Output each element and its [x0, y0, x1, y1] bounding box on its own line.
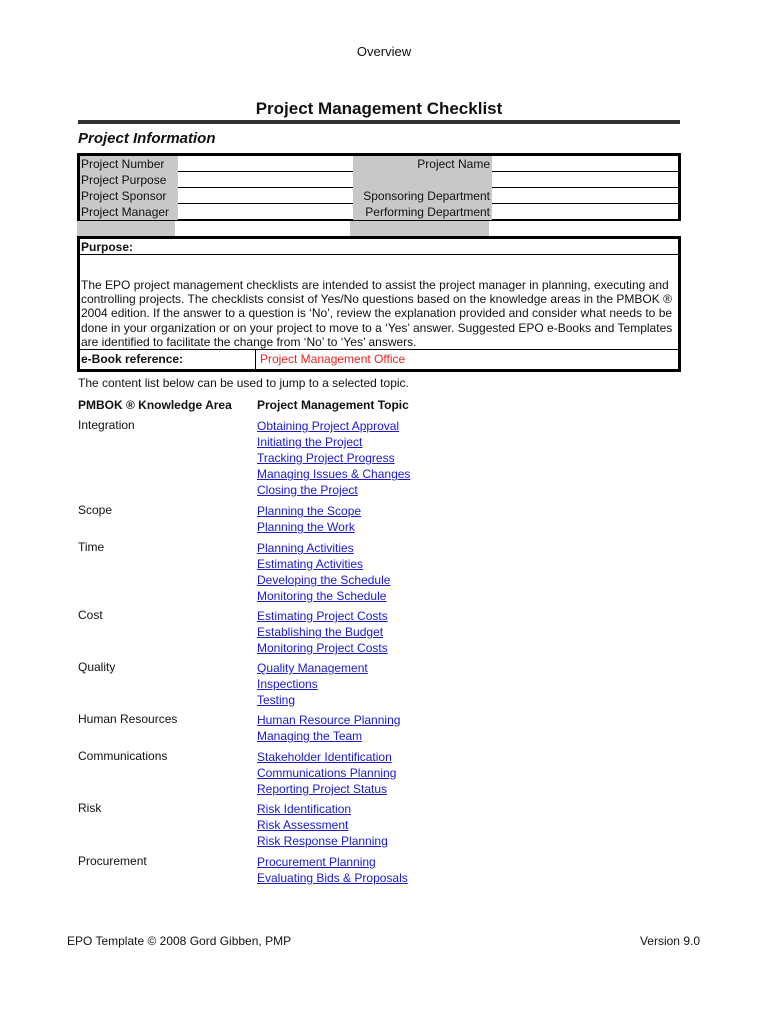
area-integration: Integration	[78, 418, 135, 432]
topic-list-cost	[257, 608, 388, 656]
topic-link[interactable]: Closing the Project	[257, 483, 358, 497]
project-manager-field[interactable]	[178, 204, 353, 220]
blank-label	[353, 172, 492, 188]
info-row	[80, 156, 678, 172]
project-name-field[interactable]	[492, 156, 678, 172]
topic-link[interactable]: Monitoring the Schedule	[257, 589, 387, 603]
page-header-label: Overview	[356, 44, 412, 59]
purpose-text: The EPO project management checklists are intended to assist the project manager in planning, executing and controlling projects. The checklists consist of Yes/No questions based on the knowledge areas in the PMBOK ® 2004 edition. If the answer to a question is ‘No’, review the explanation provided and consider what needs to be done in your organization or on your project to move to a ‘Yes’ answer. Suggested EPO e-Books and Templates are identified to facilitate the change from ‘No’ to ‘Yes’ answers.	[81, 278, 673, 349]
purpose-box	[77, 236, 681, 372]
area-time: Time	[78, 540, 105, 554]
topic-list-procurement	[257, 854, 408, 886]
footer-version: Version 9.0	[639, 934, 700, 948]
topic-link[interactable]: Establishing the Budget	[257, 625, 384, 639]
performing-department-field[interactable]	[492, 204, 678, 220]
ebook-column-rule	[255, 349, 256, 369]
project-number-field[interactable]	[178, 156, 353, 172]
knowledge-area-column-header: PMBOK ® Knowledge Area	[78, 398, 232, 412]
content-list-intro: The content list below can be used to jump to a selected topic.	[78, 376, 409, 390]
area-procurement: Procurement	[78, 854, 147, 868]
topic-link[interactable]: Developing the Schedule	[257, 573, 391, 587]
topic-link[interactable]: Risk Assessment	[257, 818, 349, 832]
project-manager-label: Project Manager	[80, 204, 178, 220]
topic-list-human-resources	[257, 712, 400, 744]
topic-link[interactable]: Communications Planning	[257, 766, 397, 780]
topic-link[interactable]: Estimating Project Costs	[257, 609, 388, 623]
topic-link[interactable]: Human Resource Planning	[257, 713, 401, 727]
area-risk: Risk	[78, 801, 102, 815]
area-scope: Scope	[78, 503, 113, 517]
footer-copyright: EPO Template © 2008 Gord Gibben, PMP	[67, 934, 292, 948]
sponsoring-department-field[interactable]	[492, 188, 678, 204]
info-row	[80, 172, 678, 188]
ebook-divider	[80, 349, 678, 350]
topic-link[interactable]: Tracking Project Progress	[257, 451, 395, 465]
grid-filler-left	[77, 221, 175, 236]
topic-list-integration	[257, 418, 410, 498]
area-communications: Communications	[78, 749, 168, 763]
topic-list-risk	[257, 801, 388, 849]
topic-link[interactable]: Inspections	[257, 677, 318, 691]
project-sponsor-field[interactable]	[178, 188, 353, 204]
project-purpose-label: Project Purpose	[80, 172, 178, 188]
topic-link[interactable]: Reporting Project Status	[257, 782, 388, 796]
topic-link[interactable]: Evaluating Bids & Proposals	[257, 871, 408, 885]
project-info-grid	[77, 153, 681, 221]
sponsoring-department-label: Sponsoring Department	[353, 188, 492, 204]
ebook-reference-label: e-Book reference:	[81, 352, 184, 366]
topic-link[interactable]: Managing the Team	[257, 729, 363, 743]
info-row	[80, 188, 678, 204]
area-quality: Quality	[78, 660, 116, 674]
purpose-divider	[80, 254, 678, 255]
topic-link[interactable]: Risk Identification	[257, 802, 352, 816]
ebook-reference-value: Project Management Office	[260, 352, 406, 366]
info-row	[80, 204, 678, 220]
project-purpose-field[interactable]	[178, 172, 353, 188]
topic-link[interactable]: Planning the Work	[257, 520, 355, 534]
topic-link[interactable]: Initiating the Project	[257, 435, 363, 449]
title-divider	[78, 120, 680, 124]
topic-link[interactable]: Estimating Activities	[257, 557, 364, 571]
topic-list-time	[257, 540, 390, 604]
blank-field[interactable]	[492, 172, 678, 188]
topic-link[interactable]: Testing	[257, 693, 296, 707]
topic-list-scope	[257, 503, 361, 535]
topic-list-communications	[257, 749, 396, 797]
project-name-label: Project Name	[353, 156, 492, 172]
topic-column-header: Project Management Topic	[257, 398, 409, 412]
topic-link[interactable]: Risk Response Planning	[257, 834, 388, 848]
grid-filler-right	[350, 221, 489, 236]
topic-link[interactable]: Managing Issues & Changes	[257, 467, 411, 481]
project-sponsor-label: Project Sponsor	[80, 188, 178, 204]
purpose-label: Purpose:	[81, 240, 134, 254]
area-cost: Cost	[78, 608, 103, 622]
topic-link[interactable]: Planning the Scope	[257, 504, 362, 518]
topic-link[interactable]: Quality Management	[257, 661, 368, 675]
area-human-resources: Human Resources	[78, 712, 178, 726]
topic-link[interactable]: Obtaining Project Approval	[257, 419, 400, 433]
topic-link[interactable]: Planning Activities	[257, 541, 354, 555]
topic-list-quality	[257, 660, 368, 708]
performing-department-label: Performing Department	[353, 204, 492, 220]
project-number-label: Project Number	[80, 156, 178, 172]
topic-link[interactable]: Procurement Planning	[257, 855, 376, 869]
topic-link[interactable]: Stakeholder Identification	[257, 750, 392, 764]
topic-link[interactable]: Monitoring Project Costs	[257, 641, 388, 655]
page-title: Project Management Checklist	[255, 99, 503, 118]
section-title: Project Information	[78, 130, 216, 147]
